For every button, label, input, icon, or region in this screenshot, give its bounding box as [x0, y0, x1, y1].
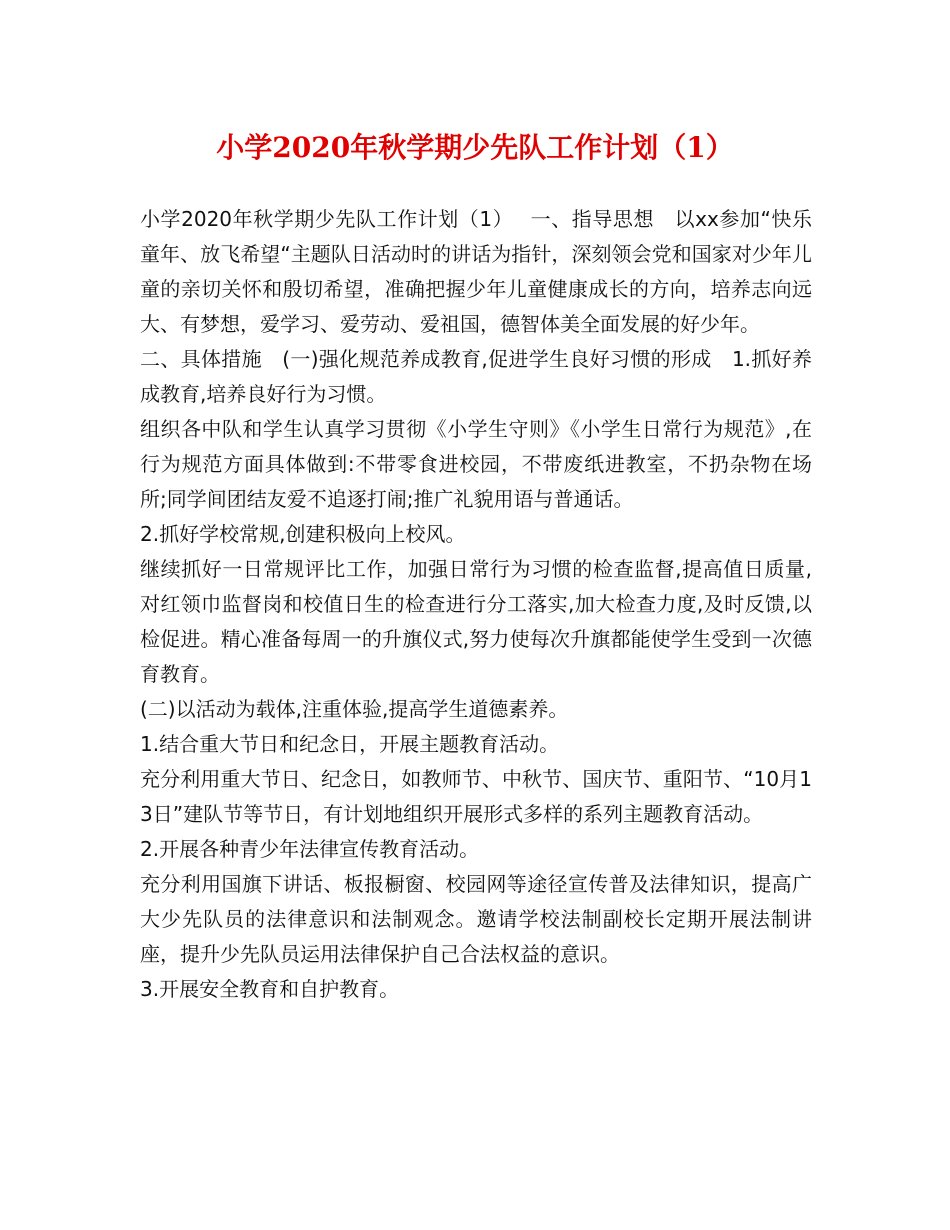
- document-body: [140, 202, 812, 1007]
- paragraph-daily-routine: 继续抓好一日常规评比工作，加强日常行为习惯的检查监督,提高值日质量,对红领巾监督岗和校值日生的检查进行分工落实,加大检查力度,及时反馈,以检促进。精心准备每周一的升旗仪式,努力使每次升旗都能使学生受到一次德育教育。: [140, 557, 812, 686]
- paragraph-behavior-norms: 组织各中队和学生认真学习贯彻《小学生守则》《小学生日常行为规范》,在行为规范方面具体做到:不带零食进校园，不带废纸进教室，不扔杂物在场所;同学间团结友爱不追逐打闹;推广礼貌用语与普通话。: [140, 417, 812, 511]
- paragraph-school-routine-heading: 2.抓好学校常规,创建积极向上校风。: [140, 522, 466, 546]
- paragraph-law-education: 充分利用国旗下讲话、板报橱窗、校园网等途径宣传普及法律知识，提高广大少先队员的法律意识和法制观念。邀请学校法制副校长定期开展法制讲座，提升少先队员运用法律保护自己合法权益的意识。: [140, 872, 812, 966]
- paragraph-activities-heading: (二)以活动为载体,注重体验,提高学生道德素养。: [140, 697, 569, 721]
- paragraph-guiding-thought: 小学2020年秋学期少先队工作计划（1） 一、指导思想 以xx参加“快乐童年、放飞希望“主题队日活动时的讲话为指针，深刻领会党和国家对少年儿童的亲切关怀和殷切希望，准确把握少年儿童健康成长的方向，培养志向远大、有梦想，爱学习、爱劳动、爱祖国，德智体美全面发展的好少年。: [140, 207, 812, 336]
- paragraph-festival-activities: 充分利用重大节日、纪念日，如教师节、中秋节、国庆节、重阳节、“10月13日”建队节等节日，有计划地组织开展形式多样的系列主题教育活动。: [140, 767, 812, 826]
- document-title: 小学2020年秋学期少先队工作计划（1）: [216, 131, 734, 164]
- paragraph-law-education-heading: 2.开展各种青少年法律宣传教育活动。: [140, 837, 480, 861]
- paragraph-festival-heading: 1.结合重大节日和纪念日，开展主题教育活动。: [140, 732, 560, 756]
- paragraph-safety-education-heading: 3.开展安全教育和自护教育。: [140, 977, 400, 1001]
- paragraph-specific-measures: 二、具体措施 (一)强化规范养成教育,促进学生良好习惯的形成 1.抓好养成教育,培养良好行为习惯。: [140, 347, 812, 406]
